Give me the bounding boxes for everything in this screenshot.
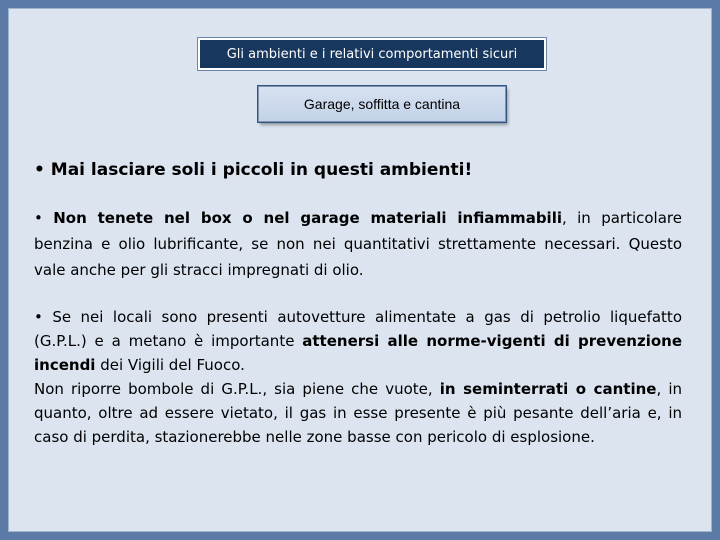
- lead-text: • Mai lasciare soli i piccoli in questi ambienti!: [34, 160, 473, 180]
- section-subtitle: Garage, soffitta e cantina: [303, 96, 461, 112]
- lead-paragraph: [34, 157, 682, 183]
- bold-phrase: attenersi alle norme-vigenti di prevenzione incendi: [34, 332, 683, 374]
- page-title: Gli ambienti e i relativi comportamenti sicuri: [226, 46, 518, 62]
- paragraph-gas-cylinders: [34, 377, 682, 449]
- slide: [8, 8, 712, 532]
- subtitle-box: [258, 86, 506, 122]
- paragraph-text: , in quanto, oltre ad essere vietato, il gas in esse presente è più pesante dell’aria e, in caso di perdita, stazionerebbe nelle zone basse con pericolo di esplosione.: [34, 380, 682, 446]
- paragraph-lpg-vehicles: [34, 305, 682, 377]
- paragraph-text: dei Vigili del Fuoco.: [95, 356, 245, 374]
- bullet: •: [34, 209, 54, 227]
- paragraph-text: • Se nei locali sono presenti autovetture alimentate a gas di petrolio liquefatto (G.P.L.) e a metano è importante: [34, 308, 682, 350]
- title-banner: [198, 38, 546, 70]
- content-body: [34, 157, 682, 449]
- bold-phrase: in seminterrati o cantine: [439, 380, 657, 398]
- bold-phrase: Non tenete nel box o nel garage materiali infiammabili: [53, 209, 562, 227]
- paragraph-flammables: [34, 205, 682, 283]
- paragraph-text: Non riporre bombole di G.P.L., sia piene che vuote,: [34, 380, 440, 398]
- paragraph-text: , in particolare benzina e olio lubrificante, se non nei quantitativi strettamente necessari. Questo vale anche per gli stracci impregnati di olio.: [34, 209, 682, 279]
